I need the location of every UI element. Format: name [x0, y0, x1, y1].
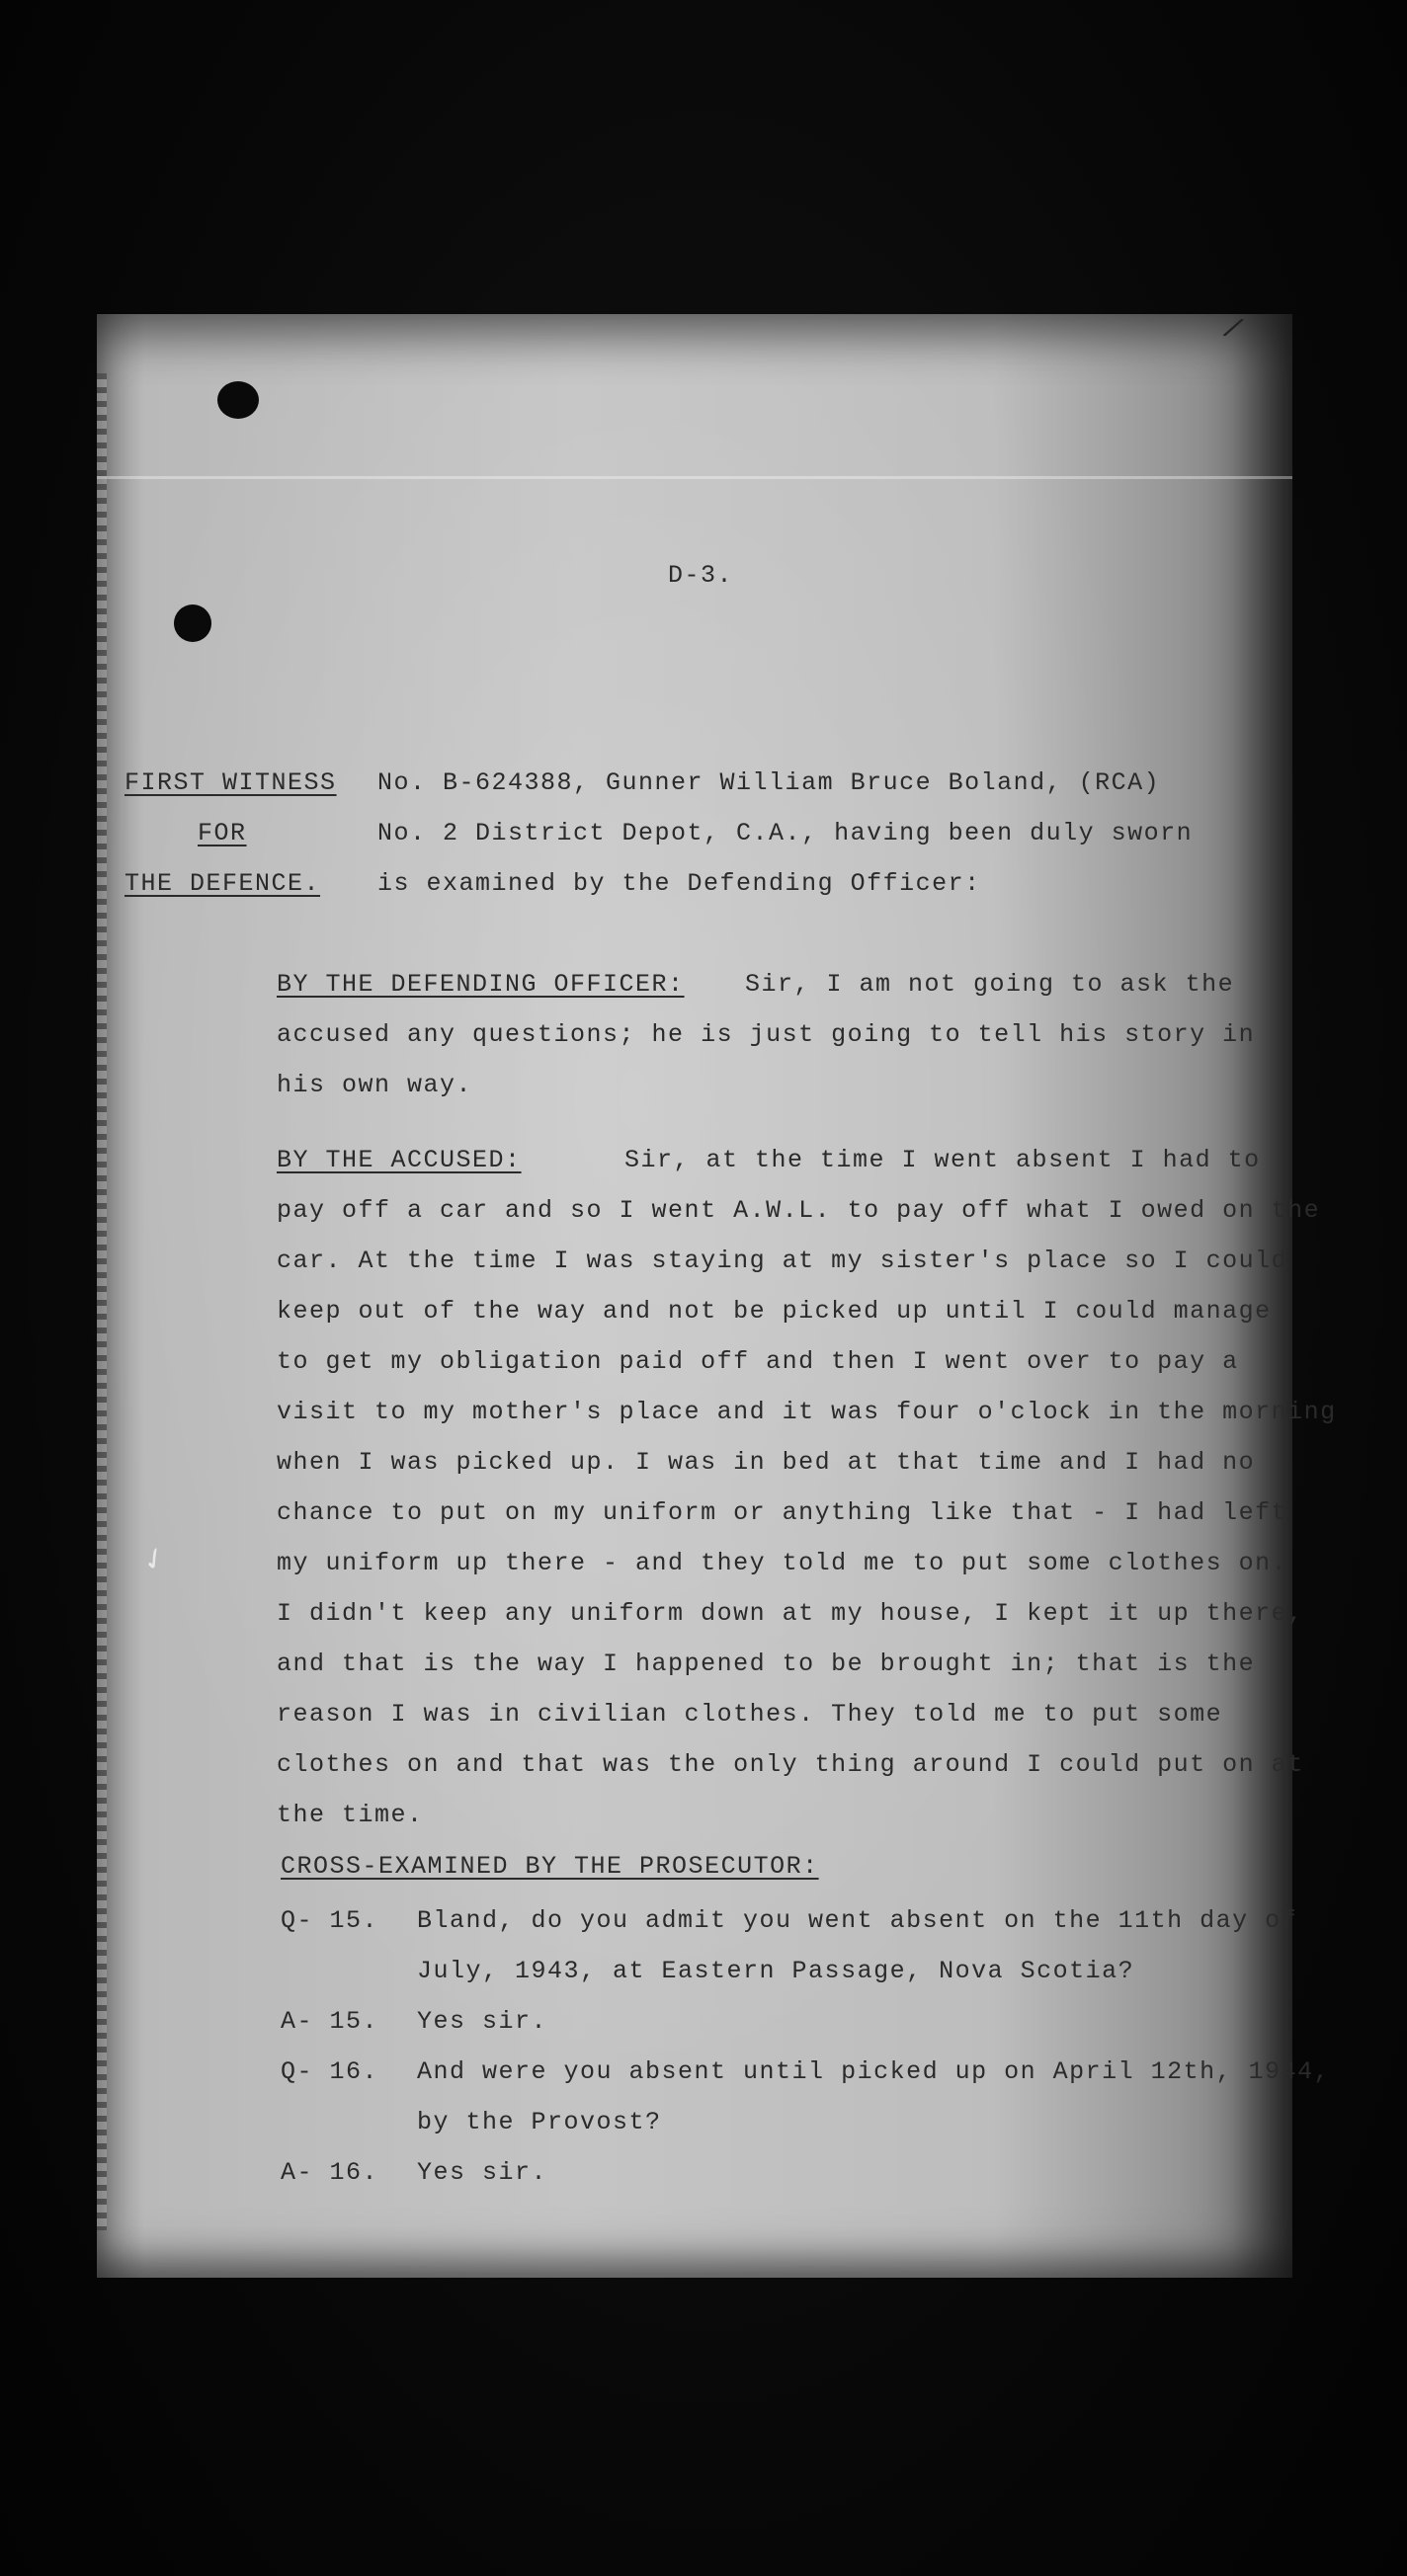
witness-intro-line: No. 2 District Depot, C.A., having been duly sworn: [377, 819, 1194, 847]
side-heading-line: THE DEFENCE.: [124, 869, 321, 898]
answer-number: A- 15.: [281, 2007, 379, 2036]
witness-intro-line: is examined by the Defending Officer:: [377, 869, 981, 898]
defending-officer-label: BY THE DEFENDING OFFICER:: [277, 970, 685, 999]
accused-statement-line: pay off a car and so I went A.W.L. to pay off what I owed on the: [277, 1196, 1321, 1225]
fold-line: [97, 476, 1292, 479]
paper-edge: [97, 373, 107, 2230]
question-line: by the Provost?: [417, 2108, 662, 2136]
defending-officer-line: accused any questions; he is just going to tell his story in: [277, 1020, 1256, 1049]
defending-officer-line: his own way.: [277, 1071, 473, 1099]
question-number: Q- 16.: [281, 2057, 379, 2086]
side-heading-line: FOR: [198, 819, 247, 847]
accused-statement-line: reason I was in civilian clothes. They told me to put some: [277, 1700, 1223, 1729]
accused-statement-line: chance to put on my uniform or anything like that - I had left: [277, 1498, 1288, 1527]
punch-hole: [217, 381, 259, 419]
accused-statement-line: keep out of the way and not be picked up until I could manage: [277, 1297, 1272, 1326]
pen-tick-mark: ✓: [136, 1540, 174, 1583]
page-number: D-3.: [668, 561, 734, 590]
defending-officer-line: Sir, I am not going to ask the: [745, 970, 1235, 999]
accused-statement-line: visit to my mother's place and it was four o'clock in the morning: [277, 1398, 1337, 1426]
accused-statement-line: to get my obligation paid off and then I went over to pay a: [277, 1347, 1239, 1376]
accused-statement-line: car. At the time I was staying at my sister's place so I could: [277, 1247, 1288, 1275]
witness-intro-line: No. B-624388, Gunner William Bruce Boland, (RCA): [377, 768, 1161, 797]
question-line: Bland, do you admit you went absent on the 11th day of: [417, 1906, 1298, 1935]
answer-line: Yes sir.: [417, 2158, 548, 2187]
pen-mark: /: [1217, 311, 1247, 351]
accused-statement-line: I didn't keep any uniform down at my house, I kept it up there,: [277, 1599, 1304, 1628]
cross-examination-heading: CROSS-EXAMINED BY THE PROSECUTOR:: [281, 1852, 819, 1881]
side-heading-line: FIRST WITNESS: [124, 768, 337, 797]
question-line: July, 1943, at Eastern Passage, Nova Scotia?: [417, 1957, 1135, 1985]
answer-line: Yes sir.: [417, 2007, 548, 2036]
answer-number: A- 16.: [281, 2158, 379, 2187]
accused-statement-line: and that is the way I happened to be brought in; that is the: [277, 1650, 1256, 1678]
accused-statement-line: when I was picked up. I was in bed at that time and I had no: [277, 1448, 1256, 1477]
document-page: [97, 311, 1337, 2278]
accused-statement-line: my uniform up there - and they told me to put some clothes on.: [277, 1549, 1288, 1577]
punch-hole: [174, 604, 211, 642]
question-line: And were you absent until picked up on April 12th, 1944,: [417, 2057, 1331, 2086]
question-number: Q- 15.: [281, 1906, 379, 1935]
accused-statement-line: clothes on and that was the only thing around I could put on at: [277, 1750, 1304, 1779]
accused-label: BY THE ACCUSED:: [277, 1146, 522, 1174]
accused-statement-line: Sir, at the time I went absent I had to: [624, 1146, 1261, 1174]
accused-statement-line: the time.: [277, 1801, 424, 1829]
